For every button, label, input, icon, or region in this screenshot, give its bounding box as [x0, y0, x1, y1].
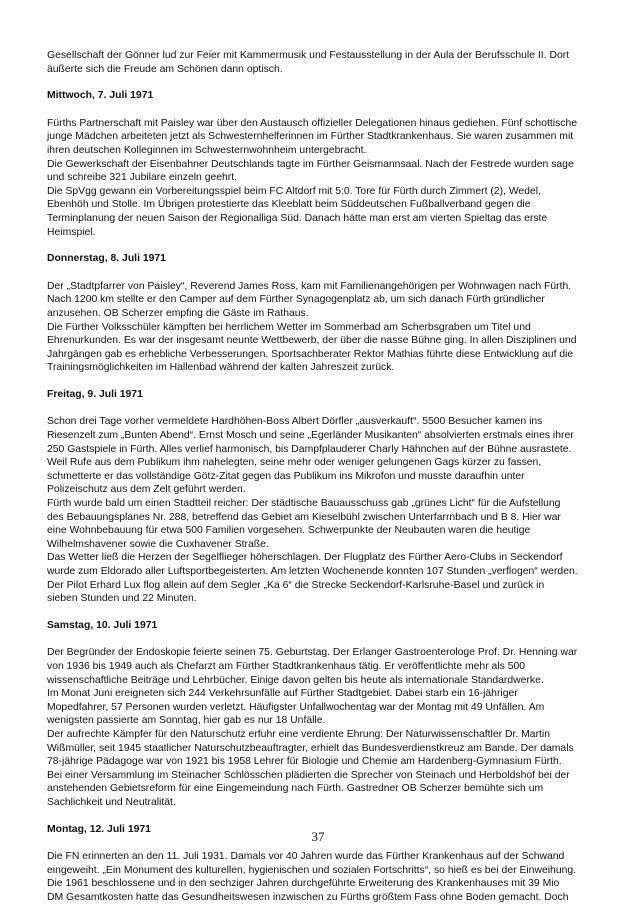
date-heading: Donnerstag, 8. Juli 1971: [47, 252, 597, 266]
entry-section: [47, 89, 597, 239]
entry-text: Der „Stadtpfarrer von Paisley“, Reverend James Ross, kam mit Familienangehörigen per Wohnwagen nach Fürth. Nach 1200 km stellte er den Camper auf dem Fürther Synagogenplatz ab, um sich danach Fürth gründlicher anzusehen. OB Scherzer empfing die Gäste im Rathaus. Die Fürther Volksschüler kämpften bei herrlichem Wetter im Sommerbad am Scherbsgraben um Titel und Ehrenurkunden. Es war der insgesamt neunte Wettbewerb, der über die nasse Bühne ging. In allen Disziplinen und Jahrgängen gab es erhebliche Verbesserungen. Sportsachberater Rektor Mathias führte diese Entwicklung auf die Trainingsmöglichkeiten im Hallenbad während der kalten Jahreszeit zurück.: [47, 280, 597, 375]
entry-section: [47, 619, 597, 810]
intro-paragraph: Gesellschaft der Gönner lud zur Feier mit Kammermusik und Festausstellung in der Aula der Berufsschule II. Dort äußerte sich die Freude am Schönen dann optisch.: [47, 49, 597, 76]
date-heading: Mittwoch, 7. Juli 1971: [47, 89, 597, 103]
page-content: [47, 49, 597, 904]
entry-text: Die FN erinnerten an den 11. Juli 1931. Damals vor 40 Jahren wurde das Fürther Krankenhaus auf der Schwand eingeweiht. „Ein Monument des kulturellen, hygienischen und sozialen Fortschritts“, so hieß es bei der Einweihung. Die 1961 beschlossene und in den sechziger Jahren durchgeführte Erweiterung des Krankenhauses mit 39 Mio DM Gesamtkosten hatte das Gesundheitswesen inzwischen zu Fürths größtem Fass ohne Boden gemacht. Doch: [47, 850, 597, 904]
entry-section: [47, 388, 597, 606]
entry-section: [47, 252, 597, 375]
date-heading: Samstag, 10. Juli 1971: [47, 619, 597, 633]
date-heading: Freitag, 9. Juli 1971: [47, 388, 597, 402]
date-heading: Montag, 12. Juli 1971: [47, 823, 597, 837]
page-number: 37: [0, 829, 636, 845]
entry-text: Schon drei Tage vorher vermeldete Hardhöhen-Boss Albert Dörfler „ausverkauft“. 5500 Besucher kamen ins Riesenzelt zum „Bunten Abend“. Ernst Mosch und seine „Egerländer Musikanten“ absolvierten erstmals eines ihrer 250 Gastspiele in Fürth. Alles verlief harmonisch, bis Dampfplauderer Charly Hähnchen auf der Bühne ausrastete. Weil Rufe aus dem Publikum ihm nahelegten, seine mehr oder weniger gelungenen Gags kürzer zu fassen, schmetterte er das vollständige Götz-Zitat gegen das Publikum ins Mikrofon und musste daraufhin unter Polizeischutz aus dem Zelt geführt werden. Fürth wurde bald um einen Stadtteil reicher: Der städtische Bauausschuss gab „grünes Licht“ für die Aufstellung des Bebauungsplanes Nr. 288, betreffend das Gebiet am Kieselbühl zwischen Unterfarrnbach und B 8. Hier war eine Wohnbebauung für etwa 500 Familien vorgesehen. Schwerpunkte der Neubauten waren die heutige Wilhelmshavener sowie die Cuxhavener Straße. Das Wetter ließ die Herzen der Segelflieger höherschlagen. Der Flugplatz des Fürther Aero-Clubs in Seckendorf wurde zum Eldorado aller Luftsportbegeisterten. Am letzten Wochenende konnten 107 Stunden „verflogen“ werden. Der Pilot Erhard Lux flog allein auf dem Segler „Ka 6“ die Strecke Seckendorf-Karlsruhe-Basel und zurück in sieben Stunden und 22 Minuten.: [47, 415, 597, 605]
entry-text: Der Begründer der Endoskopie feierte seinen 75. Geburtstag. Der Erlanger Gastroenterologe Prof. Dr. Henning war von 1936 bis 1949 auch als Chefarzt am Fürther Stadtkrankenhaus tätig. Er veröffentlichte mehr als 500 wissenschaftliche Beiträge und Lehrbücher. Einige davon gelten bis heute als internationale Standardwerke. Im Monat Juni ereigneten sich 244 Verkehrsunfälle auf Fürther Stadtgebiet. Dabei starb ein 16-jähriger Mopedfahrer, 57 Personen wurden verletzt. Häufigster Unfallwochentag war der Montag mit 49 Unfällen. Am wenigsten passierte am Sonntag, hier gab es nur 18 Unfälle. Der aufrechte Kämpfer für den Naturschutz erfuhr eine verdiente Ehrung: Der Naturwissenschaftler Dr. Martin Wißmüller, seit 1945 staatlicher Naturschutzbeauftragter, erhielt das Bundesverdienstkreuz am Bande. Der damals 78-jährige Pädagoge war von 1921 bis 1958 Lehrer für Biologie und Chemie am Hardenberg-Gymnasium Fürth. Bei einer Versammlung im Steinacher Schlösschen plädierten die Sprecher von Steinach und Herboldshof bei der anstehenden Gebietsreform für eine Eingemeindung nach Fürth. Gastredner OB Scherzer bemühte sich um Sachlichkeit und Neutralität.: [47, 646, 597, 809]
entry-text: Fürths Partnerschaft mit Paisley war über den Austausch offizieller Delegationen hinaus gediehen. Fünf schottische junge Mädchen arbeiteten jetzt als Schwesternhelferinnen im Fürther Stadtkrankenhaus. Sie waren zusammen mit ihren deutschen Kolleginnen im Schwesternwohnheim untergebracht. Die Gewerkschaft der Eisenbahner Deutschlands tagte im Fürther Geismannsaal. Nach der Festrede wurden sage und schreibe 321 Jubilare einzeln geehrt. Die SpVgg gewann ein Vorbereitungsspiel beim FC Altdorf mit 5:0. Tore für Fürth durch Zimmert (2), Wedel, Ebenhöh und Stolle. Im Übrigen protestierte das Kleeblatt beim Süddeutschen Fußballverband gegen die Terminplanung der neuen Saison der Regionalliga Süd. Danach hätte man erst am vierten Spieltag das erste Heimspiel.: [47, 117, 597, 239]
